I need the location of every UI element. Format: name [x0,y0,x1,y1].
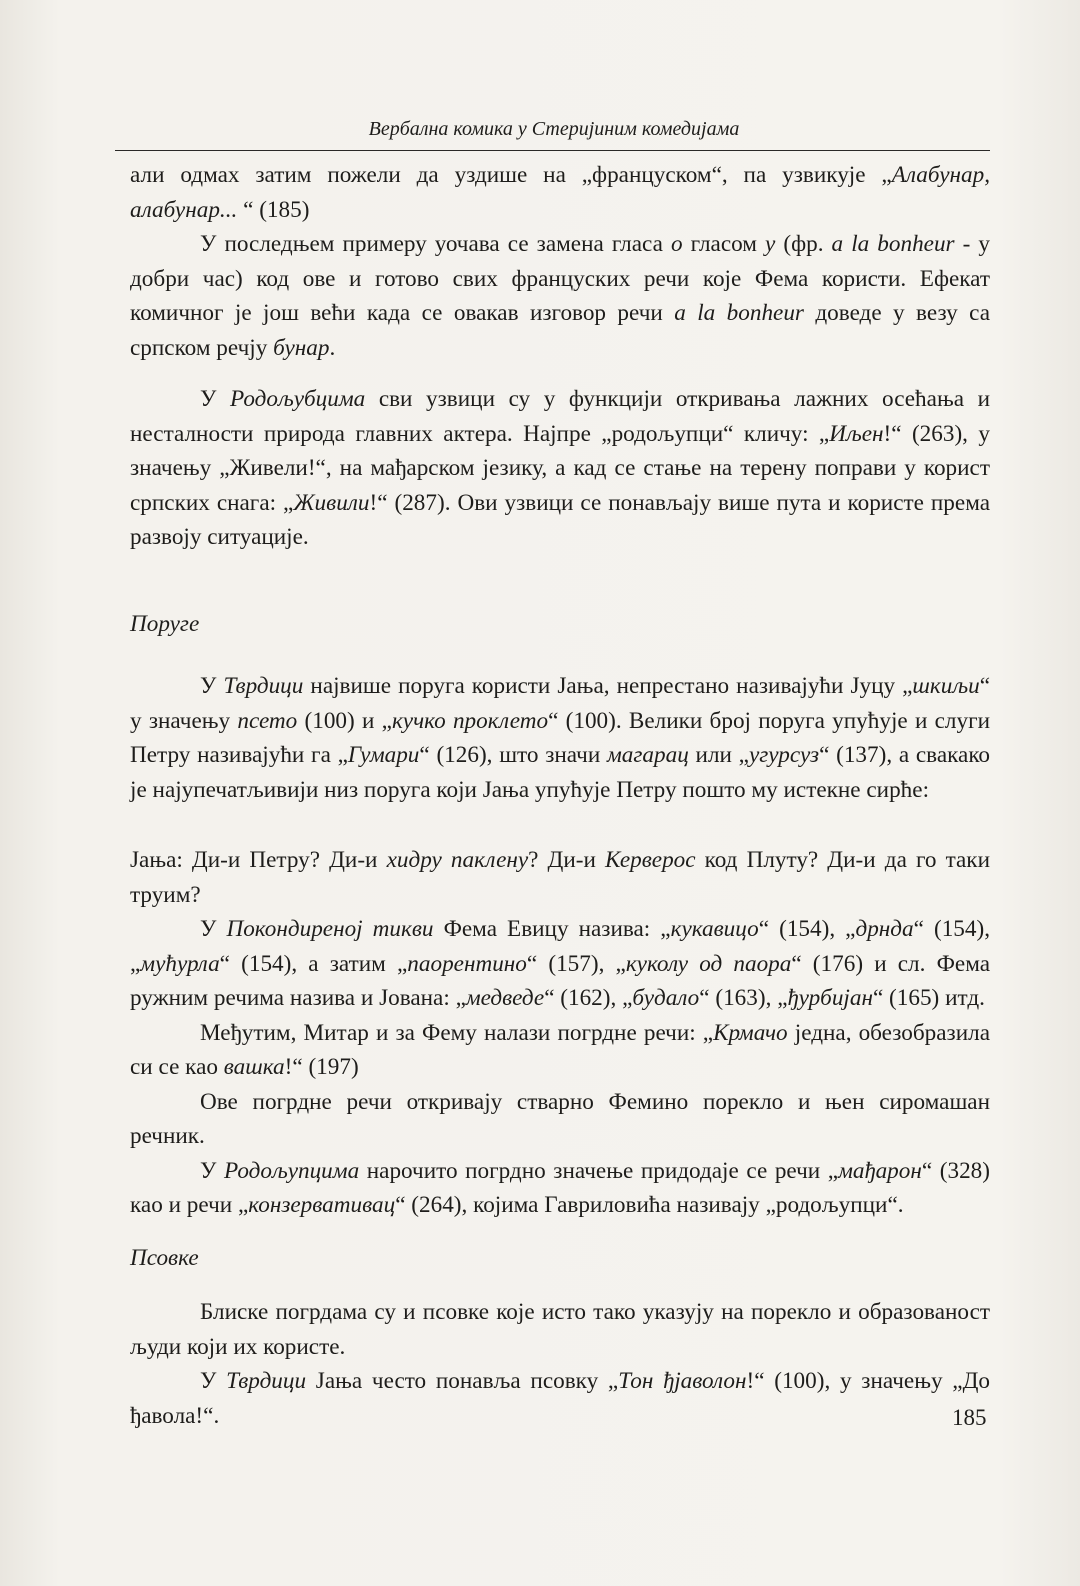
section-title: Поруге [130,610,200,637]
paragraph: У Тврдици највише поруга користи Јања, непрестано називајући Јуцу „шкиљи“ у значењу псето (100) и „кучко проклето“ (100). Велики број поруга упућује и слуги Петру називајући га „Гумари“ (126), што значи магарац или „угурсуз“ (137), а свакако је најупечатљивији низ поруга који Јања упућује Петру пошто му истекне сирће: [130,673,991,803]
paragraph: У Тврдици Јања често понавља псовку „Тон ђјаволон!“ (100), у значењу „До ђавола!“. [130,1368,990,1429]
page-number: 185 [952,1405,987,1430]
paragraph: У Родољубцима сви узвици су у функцији откривања лажних осећања и несталности природа главних актера. Најпре „родољупци“ кличу: „Иљен!“ (263), у значењу „Живели!“, на мађарском језику, а кад се стање на терену поправи у корист српских снага: „Живили!“ (287). Ови узвици се понављају више пута и користе према развоју ситуације. [130,386,990,550]
paragraph: У последњем примеру уочава се замена гласа о гласом у (фр. a la bonheur - у добри час) код ове и готово свих француских речи које Фема користи. Ефекат комичног је још већи када се овакав изговор речи a la bonheur доведе у везу са српском речју бунар. [130,231,991,361]
paragraph: Ове погрдне речи откривају стварно Фемино порекло и њен сиромашан речник. [130,1088,990,1149]
paragraph: Блиске погрдама су и псовке које исто тако указују на порекло и образованост људи који их користе. [130,1299,990,1360]
body-text [130,158,990,1433]
section-title: Псовке [130,1244,199,1271]
header-rule [115,150,990,151]
paragraph: У Покондиреној тикви Фема Евицу назива: „кукавицо“ (154), „дрнда“ (154), „мућурла“ (154), а затим „паорентино“ (157), „куколу од паора“ (176) и сл. Фема ружним речима назива и Јована: „медведе“ (162), „будало“ (163), „ђурбијан“ (165) итд. [130,916,991,1011]
quotation: Јања: Ди-и Петру? Ди-и хидру паклену? Ди-и Керверос код Плуту? Ди-и да го таки труим? [130,847,990,908]
paragraph: али одмах затим пожели да уздише на „француском“, па узвикује „Алабунар, алабунар... “ (185) [130,162,990,223]
paragraph: Међутим, Митар и за Фему налази погрдне речи: „Крмачо једна, обезобразила си се као вашка!“ (197) [130,1019,990,1080]
running-title: Вербална комика у Стеријиним комедијама [368,118,740,140]
paragraph: У Родољупцима нарочито погрдно значење придодаје се речи „мађарон“ (328) као и речи „конзервативац“ (264), којима Гавриловића називају „родољупци“. [130,1157,990,1218]
